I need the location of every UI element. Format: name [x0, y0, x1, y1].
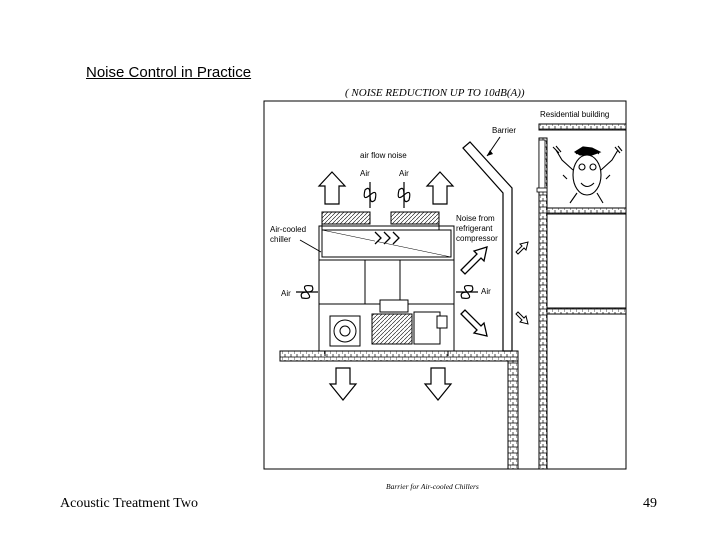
slab-wall-down	[508, 361, 518, 469]
air-label-top-left: Air	[360, 169, 370, 178]
noise-arrow-up-icon	[461, 247, 487, 274]
diagram-header: ( NOISE REDUCTION UP TO 10dB(A))	[345, 87, 525, 99]
fan-icon	[398, 182, 410, 208]
fan-icon	[296, 286, 318, 299]
noise-label-line3: compressor	[456, 234, 498, 243]
building-roof	[539, 124, 626, 130]
window-sill	[537, 188, 547, 192]
down-arrow-right	[425, 368, 451, 400]
chiller-label-line2: chiller	[270, 235, 291, 244]
footer-course-label: Acoustic Treatment Two	[60, 496, 198, 511]
air-up-arrow-right	[427, 172, 453, 204]
diagram-caption: Barrier for Air-cooled Chillers	[386, 482, 479, 491]
noise-label-line1: Noise from	[456, 214, 495, 223]
air-cooled-chiller	[319, 212, 454, 356]
down-arrow-left	[330, 368, 356, 400]
resident-figure-icon	[553, 146, 622, 203]
air-label-top-right: Air	[399, 169, 409, 178]
reflected-arrow-lower-icon	[516, 312, 528, 324]
air-label-side-right: Air	[481, 287, 491, 296]
building-floor-2	[547, 308, 626, 314]
slide-title: Noise Control in Practice	[86, 64, 252, 81]
air-label-side-left: Air	[281, 289, 291, 298]
noise-arrow-down-icon	[461, 310, 487, 336]
page-number: 49	[643, 496, 657, 511]
ground-slab	[280, 351, 518, 361]
chiller-label-line1: Air-cooled	[270, 225, 307, 234]
barrier-pointer-arrowhead	[487, 150, 493, 156]
barrier-label: Barrier	[492, 126, 517, 135]
residential-label: Residential building	[540, 110, 610, 119]
reflected-arrow-upper-icon	[516, 242, 528, 254]
building-floor-1	[547, 208, 626, 214]
noise-label-line2: refrigerant	[456, 224, 493, 233]
fan-icon	[364, 182, 376, 208]
building-window	[539, 140, 545, 190]
fan-icon	[456, 286, 478, 299]
air-flow-noise-label: air flow noise	[360, 151, 407, 160]
air-up-arrow-left	[319, 172, 345, 204]
chiller-pointer	[300, 240, 321, 252]
